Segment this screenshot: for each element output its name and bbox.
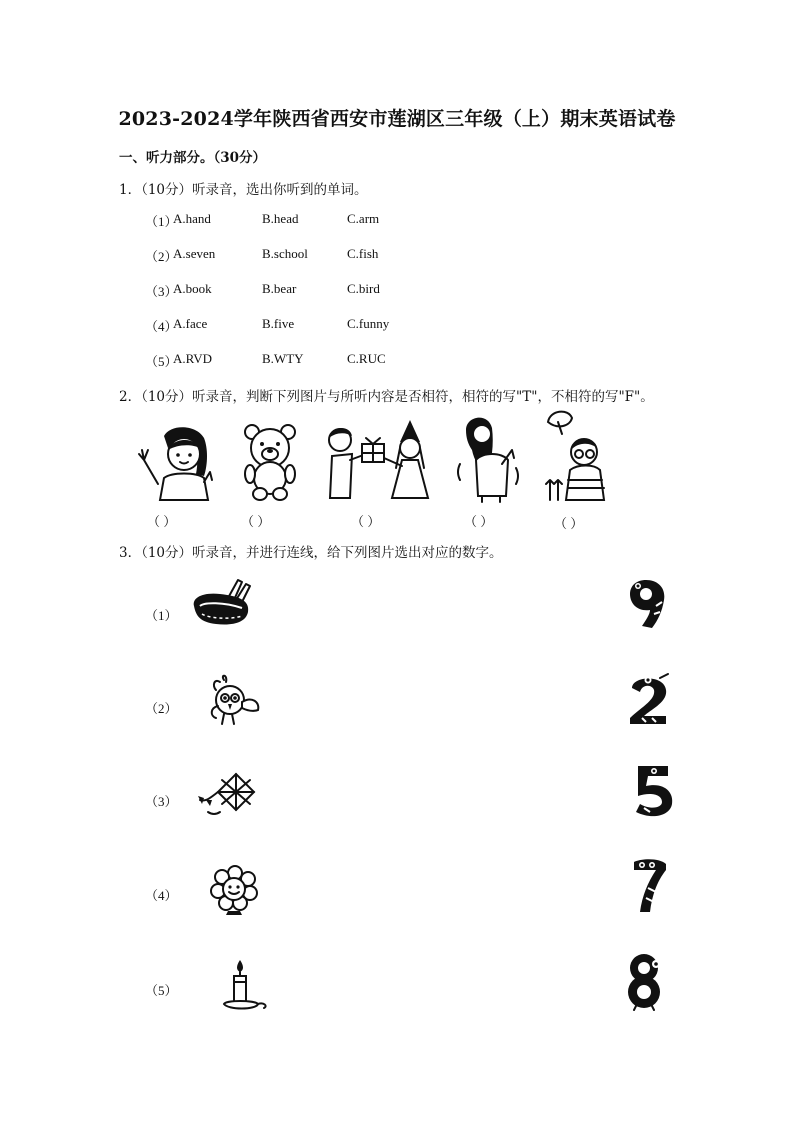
q1-option-c[interactable]: C.bird (347, 281, 380, 296)
q1-row-number: （2） (145, 249, 178, 264)
question-1-stem: 1．（10分）听录音，选出你听到的单词。 (119, 182, 368, 198)
q2-answer-blank-3[interactable]: （ ） (351, 514, 381, 529)
girl-waving-icon (138, 424, 216, 502)
question-2-stem: 2．（10分）听录音，判断下列图片与所听内容是否相符，相符的写"T"，不相符的写"F"。 (119, 389, 654, 405)
q3-row-number-4: （4） (145, 888, 178, 903)
q1-option-b[interactable]: B.bear (262, 281, 297, 296)
q3-row-number-3: （3） (145, 794, 178, 809)
q3-row-number-2: （2） (145, 701, 178, 716)
q2-answer-blank-5[interactable]: （ ） (554, 516, 584, 531)
q1-option-a[interactable]: A.RVD (173, 351, 213, 366)
q1-option-c[interactable]: C.funny (347, 316, 390, 331)
number-7-icon[interactable] (630, 858, 668, 914)
q1-option-c[interactable]: C.RUC (347, 351, 386, 366)
q1-option-a[interactable]: A.face (173, 316, 208, 331)
q3-row-number-1: （1） (145, 608, 178, 623)
number-5-icon[interactable] (630, 764, 676, 820)
number-9-icon[interactable] (624, 578, 668, 630)
q1-option-b[interactable]: B.school (262, 246, 308, 261)
q2-answer-blank-2[interactable]: （ ） (241, 514, 271, 529)
q1-option-a[interactable]: A.hand (173, 211, 211, 226)
number-8-icon[interactable] (622, 952, 668, 1010)
question-3-stem: 3．（10分）听录音，并进行连线，给下列图片选出对应的数字。 (119, 545, 503, 561)
pencil-case-icon[interactable] (190, 576, 252, 630)
kite-icon[interactable] (196, 770, 256, 822)
q1-option-a[interactable]: A.book (173, 281, 212, 296)
section-listening-heading: 一、听力部分。（30分） (119, 150, 267, 166)
bird-icon[interactable] (206, 674, 262, 726)
q1-row-number: （4） (145, 319, 178, 334)
girl-long-hair-icon (452, 414, 524, 502)
q2-answer-blank-4[interactable]: （ ） (464, 514, 494, 529)
flower-icon[interactable] (212, 865, 258, 915)
q3-row-number-5: （5） (145, 983, 178, 998)
q1-option-a[interactable]: A.seven (173, 246, 216, 261)
q1-row-number: （3） (145, 284, 178, 299)
q1-option-b[interactable]: B.five (262, 316, 295, 331)
q1-row-number: （1） (145, 214, 178, 229)
teddy-bear-icon (240, 422, 300, 502)
q2-answer-blank-1[interactable]: （ ） (147, 514, 177, 529)
boy-giving-gift-icon (322, 418, 434, 500)
candle-icon[interactable] (220, 958, 270, 1012)
q1-row-number: （5） (145, 354, 178, 369)
q1-option-c[interactable]: C.fish (347, 246, 379, 261)
boy-glasses-icon (544, 408, 614, 502)
q1-option-b[interactable]: B.head (262, 211, 299, 226)
q1-option-b[interactable]: B.WTY (262, 351, 304, 366)
page-title: 2023-2024学年陕西省西安市莲湖区三年级（上）期末英语试卷 (118, 108, 676, 130)
q1-option-c[interactable]: C.arm (347, 211, 380, 226)
number-2-icon[interactable] (626, 672, 672, 726)
